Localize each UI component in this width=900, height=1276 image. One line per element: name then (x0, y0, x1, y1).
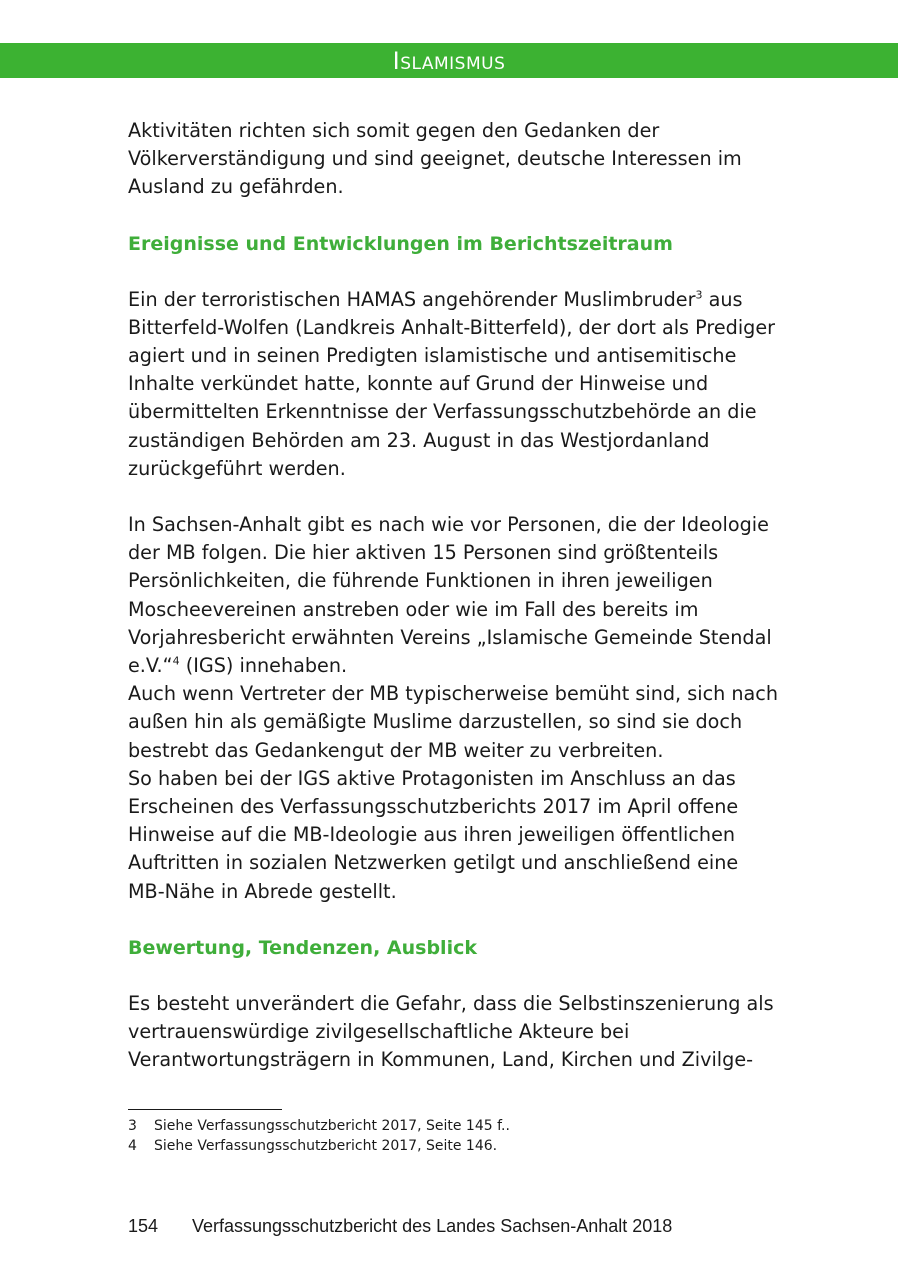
section-heading-events: Ereignisse und Entwicklungen im Berichtszeitraum (128, 232, 673, 255)
paragraph-3-part-b: (IGS) innehaben. (179, 654, 348, 678)
footnote-4 (128, 1136, 778, 1156)
footnote-divider (128, 1109, 282, 1110)
footnote-ref-3: 3 (695, 288, 703, 302)
footnote-text: Siehe Verfassungsschutzbericht 2017, Seite 146. (154, 1138, 498, 1154)
footnote-ref-4: 4 (172, 654, 180, 668)
paragraph-2-part-b: aus Bitterfeld-Wolfen (Landkreis Anhalt-Bitterfeld), der dort als Prediger agiert und in seinen Predigten islamistische und antisemitische Inhalte verkündet hatte, konnte auf Grund der Hinweise und übermittelten Erkenntnisse der Verfassungsschutzbehörde an die zuständigen Behörden am 23. August in das Westjordanland zurückgeführt werden. (128, 287, 776, 480)
main-text-column (128, 117, 778, 1074)
page-number: 154 (128, 1216, 159, 1236)
paragraph-1: Aktivitäten richten sich somit gegen den Gedanken der Völkerverständigung und sind geeignet, deutsche Interessen im Ausland zu gefährden. (128, 119, 742, 199)
page-footer (128, 1214, 672, 1238)
paragraph-4: Auch wenn Vertreter der MB typischerweise bemüht sind, sich nach außen hin als gemäßigte Muslime darzustellen, so sind sie doch bestrebt das Gedankengut der MB weiter zu verbreiten. (128, 682, 779, 762)
footnote-number: 3 (128, 1118, 137, 1134)
section-heading-assessment: Bewertung, Tendenzen, Ausblick (128, 936, 477, 959)
paragraph-5: So haben bei der IGS aktive Protagonisten im Anschluss an das Erscheinen des Verfassungsschutzberichts 2017 im April offene Hinweise auf die MB-Ideologie aus ihren jeweiligen öffentlichen Auftritten in sozialen Netzwerken getilgt und anschließend eine MB-Nähe in Abrede gestellt. (128, 766, 739, 903)
paragraph-3-part-a: In Sachsen-Anhalt gibt es nach wie vor Personen, die der Ideologie der MB folgen. Die hier aktiven 15 Personen sind größtenteils Persönlichkeiten, die führende Funktionen in ihren jeweiligen Moscheevereinen anstreben oder wie im Fall des bereits im Vorjahresbericht erwähnten Vereins „Islamische Gemeinde Stendal e.V.“ (128, 513, 772, 678)
footnotes (128, 1116, 778, 1156)
chapter-title-text: Islamismus (392, 47, 506, 75)
footnote-number: 4 (128, 1138, 137, 1154)
paragraph-2 (128, 286, 778, 483)
paragraph-2-part-a: Ein der terroristischen HAMAS angehörender Muslimbruder (128, 287, 696, 311)
footnote-3 (128, 1116, 778, 1136)
paragraph-6: Es besteht unverändert die Gefahr, dass die Selbstinszenierung als vertrauenswürdige zivilgesellschaftliche Akteure bei Verantwortungsträgern in Kommunen, Land, Kirchen und Zivilge- (128, 991, 774, 1072)
footnote-text: Siehe Verfassungsschutzbericht 2017, Seite 145 f.. (154, 1118, 510, 1134)
chapter-title (0, 45, 898, 77)
paragraph-3 (128, 511, 778, 680)
publication-title: Verfassungsschutzbericht des Landes Sachsen-Anhalt 2018 (192, 1216, 673, 1236)
